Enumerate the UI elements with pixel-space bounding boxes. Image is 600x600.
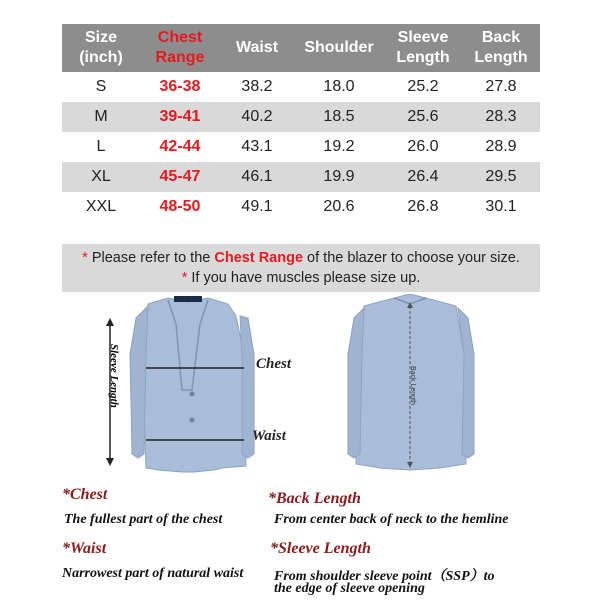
cell-size: M xyxy=(62,102,140,132)
cell-shoulder: 20.6 xyxy=(323,198,355,215)
cell-shoulder: 18.5 xyxy=(294,102,384,132)
header-back-length: Back Length xyxy=(462,24,540,72)
note-star-2: * xyxy=(181,270,188,286)
cell-waist: 40.2 xyxy=(220,102,294,132)
back-length-def-desc: From center back of neck to the hemline xyxy=(274,512,509,527)
cell-sleeve: 26.0 xyxy=(407,138,439,155)
waist-def-desc: Narrowest part of natural waist xyxy=(62,566,244,581)
cell-size: S xyxy=(95,78,107,95)
table-row xyxy=(62,72,540,102)
cell-waist: 43.1 xyxy=(241,138,273,155)
header-chest-range: Chest Range xyxy=(140,24,220,72)
front-jacket-icon xyxy=(130,296,254,472)
cell-chest: 39-41 xyxy=(140,102,220,132)
cell-size: XXL xyxy=(85,198,117,215)
cell-size: L xyxy=(96,138,106,155)
cell-back: 29.5 xyxy=(462,162,540,192)
cell-sleeve: 26.4 xyxy=(384,162,462,192)
back-length-label: Back Length xyxy=(409,366,416,405)
header-sleeve-length: Sleeve Length xyxy=(384,24,462,72)
table-header-row xyxy=(62,24,540,72)
chest-label: Chest xyxy=(256,356,292,372)
cell-shoulder: 18.0 xyxy=(323,78,355,95)
note-line-1 xyxy=(62,248,540,268)
note-text-2: of the blazer to choose your size. xyxy=(307,250,520,266)
cell-shoulder: 19.2 xyxy=(323,138,355,155)
header-size: Size (inch) xyxy=(62,24,140,72)
size-advice-note xyxy=(62,244,540,292)
table-row xyxy=(62,102,540,132)
table-row xyxy=(62,192,540,222)
cell-back: 28.3 xyxy=(462,102,540,132)
chest-def-desc: The fullest part of the chest xyxy=(64,512,223,527)
cell-chest: 45-47 xyxy=(140,162,220,192)
cell-sleeve: 25.6 xyxy=(384,102,462,132)
size-chart-table xyxy=(62,24,540,222)
back-length-def-title: *Back Length xyxy=(268,490,361,507)
cell-waist: 49.1 xyxy=(241,198,273,215)
sleeve-length-def-desc-1: From shoulder sleeve point（SSP）to xyxy=(274,569,495,584)
note-text-1: Please refer to the xyxy=(91,250,211,266)
sleeve-length-def-title: *Sleeve Length xyxy=(270,540,371,557)
header-shoulder: Shoulder xyxy=(294,24,384,72)
cell-back: 27.8 xyxy=(485,78,517,95)
note-highlight: Chest Range xyxy=(214,250,304,266)
cell-chest: 48-50 xyxy=(159,198,201,215)
cell-sleeve: 26.8 xyxy=(407,198,439,215)
note-text-3: If you have muscles please size up. xyxy=(191,270,421,286)
note-line-2 xyxy=(62,268,540,288)
cell-waist: 46.1 xyxy=(220,162,294,192)
cell-back: 28.9 xyxy=(485,138,517,155)
note-star: * xyxy=(82,250,88,266)
cell-back: 30.1 xyxy=(485,198,517,215)
cell-chest: 36-38 xyxy=(159,78,201,95)
cell-chest: 42-44 xyxy=(159,138,201,155)
chest-def-title: *Chest xyxy=(62,486,108,503)
waist-def-title: *Waist xyxy=(62,540,107,557)
table-row xyxy=(62,132,540,162)
cell-shoulder: 19.9 xyxy=(294,162,384,192)
cell-size: XL xyxy=(62,162,140,192)
sleeve-length-def-desc-2: the edge of sleeve opening xyxy=(274,581,425,596)
table-row xyxy=(62,162,540,192)
front-jacket-figure xyxy=(96,294,306,480)
waist-label: Waist xyxy=(252,428,286,444)
sleeve-length-label: Sleeve Length xyxy=(108,344,120,408)
header-waist: Waist xyxy=(220,24,294,72)
cell-sleeve: 25.2 xyxy=(407,78,439,95)
cell-waist: 38.2 xyxy=(241,78,273,95)
